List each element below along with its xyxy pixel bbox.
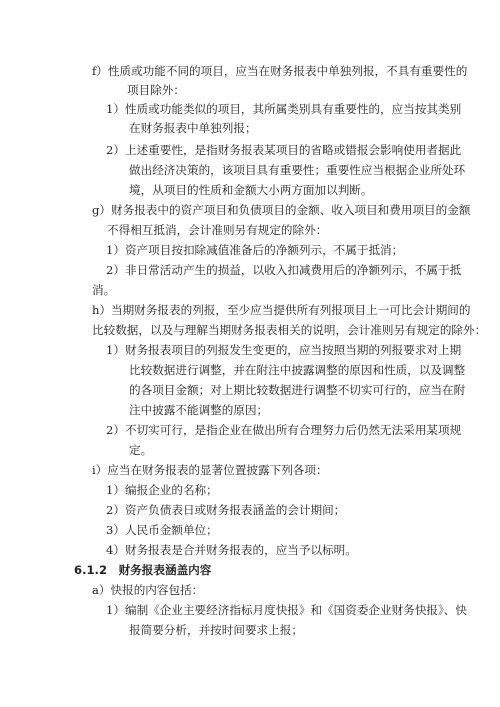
clause-a: a）快报的内容包括： (92, 583, 204, 597)
item-h1-line-2: 比较数据进行调整，并在附注中披露调整的原因和性质，以及调整 (129, 363, 466, 377)
item-h2-line-1: 2）不切实可行，是指企业在做出所有合理努力后仍然无法采用某项规 (106, 423, 462, 437)
item-h1-line-3: 的各项目金额；对上期比较数据进行调整不切实可行的，应当在附 (129, 383, 466, 397)
item-i1: 1）编报企业的名称； (106, 483, 218, 497)
item-i4: 4）财务报表是合并财务报表的，应当予以标明。 (106, 543, 357, 557)
clause-f-line-2: 项目除外： (127, 83, 185, 97)
item-f2-line-1: 2）上述重要性，是指财务报表某项目的省略或错报会影响使用者据此 (106, 143, 462, 157)
item-a1-line-2: 报简要分析，并按时间要求上报； (129, 623, 303, 637)
item-f2-line-2: 做出经济决策的，该项目具有重要性；重要性应当根据企业所处环 (129, 163, 466, 177)
clause-i: i）应当在财务报表的显著位置披露下列各项： (92, 463, 328, 477)
clause-g-line-1: g）财务报表中的资产项目和负债项目的金额、收入项目和费用项目的金额 (92, 203, 471, 217)
item-i3: 3）人民币金额单位； (106, 523, 218, 537)
clause-f-line-1: f）性质或功能不同的项目，应当在财务报表中单独列报，不具有重要性的 (92, 64, 468, 78)
item-g2-line-2: 消。 (92, 283, 116, 297)
item-f2-line-3: 境，从项目的性质和金额大小两方面加以判断。 (129, 183, 373, 197)
item-h2-line-2: 定。 (129, 443, 153, 457)
section-heading-6-1-2: 6.1.2 财务报表涵盖内容 (74, 563, 212, 577)
item-g1: 1）资产项目按扣除减值准备后的净额列示，不属于抵消； (106, 243, 404, 257)
item-a1-line-1: 1）编制《企业主要经济指标月度快报》和《国资委企业财务快报》、快 (106, 603, 467, 617)
item-h1-line-1: 1）财务报表项目的列报发生变更的，应当按照当期的列报要求对上期 (106, 343, 462, 357)
item-h1-line-4: 注中披露不能调整的原因； (129, 403, 269, 417)
clause-h-line-2: 比较数据，以及与理解当期财务报表相关的说明，会计准则另有规定的除外： (92, 323, 487, 337)
item-f1-line-1: 1）性质或功能类似的项目，其所属类别具有重要性的，应当按其类别 (106, 102, 462, 116)
clause-h-line-1: h）当期财务报表的列报，至少应当提供所有列报项目上一可比会计期间的 (92, 303, 471, 317)
item-i2: 2）资产负债表日或财务报表涵盖的会计期间； (106, 503, 346, 517)
item-g2-line-1: 2）非日常活动产生的损益，以收入扣减费用后的净额列示，不属于抵 (106, 263, 462, 277)
item-f1-line-2: 在财务报表中单独列报； (129, 121, 257, 135)
clause-g-line-2: 不得相互抵消，会计准则另有规定的除外： (107, 223, 328, 237)
